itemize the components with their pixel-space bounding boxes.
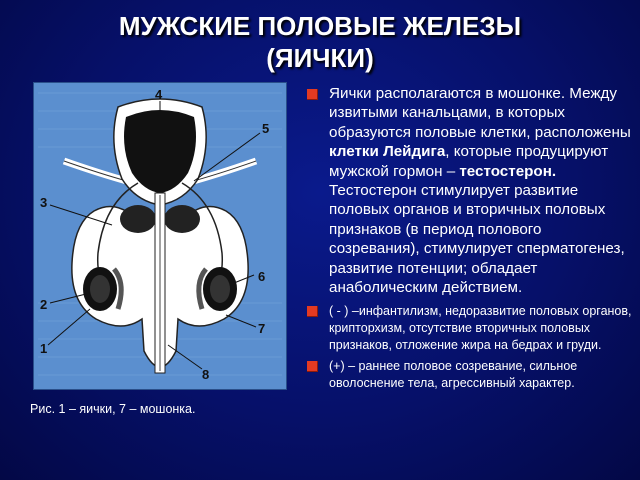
bullet-hyperfunction: [307, 358, 632, 391]
bullet-main-bold-testosterone: тестостерон.: [459, 162, 557, 180]
male-reproductive-diagram: [34, 83, 286, 389]
bullet-main: [307, 84, 632, 297]
figure-caption: Рис. 1 – яички, 7 – мошонка.: [30, 402, 196, 416]
anatomy-figure: [33, 82, 287, 390]
slide-title: [0, 10, 640, 74]
figure-label-7: 7: [258, 321, 266, 336]
figure-label-2: 2: [40, 297, 48, 312]
bullet-marker: [307, 306, 318, 317]
bullet-list: [307, 84, 632, 396]
bullet-marker: [307, 361, 318, 372]
bullet-main-bold-leydig: клетки Лейдига: [329, 143, 446, 161]
bullet-main-text-2: , которые продуцируют мужской гормон –: [329, 143, 609, 180]
bullet-main-text-3: Тестостерон стимулирует развитие половых органов и вторичных половых признаков (в период полового созревания), стимулирует сперматогенез, развитие потенции; обладает анаболическим действием.: [329, 182, 625, 297]
slide-title-line-1: МУЖСКИЕ ПОЛОВЫЕ ЖЕЛЕЗЫ: [118, 11, 522, 41]
bullet-hypofunction: [307, 303, 632, 353]
figure-label-3: 3: [40, 195, 48, 210]
bullet-main-text-1: Яички располагаются в мошонке. Между извитыми канальцами, в которых образуются половые клетки, расположены: [329, 85, 631, 141]
figure-label-5: 5: [262, 121, 270, 136]
slide-title-line-2: (ЯИЧКИ): [266, 43, 374, 73]
figure-label-6: 6: [258, 269, 266, 284]
bullet-hyperfunction-text: (+) – раннее половое созревание, сильное оволоснение тела, агрессивный характер.: [329, 359, 578, 390]
figure-label-4: 4: [155, 87, 163, 102]
figure-label-8: 8: [202, 367, 210, 382]
bullet-marker: [307, 89, 318, 100]
figure-label-1: 1: [40, 341, 48, 356]
bullet-hypofunction-text: ( - ) –инфантилизм, недоразвитие половых органов, крипторхизм, отсутствие вторичных половых признаков, отложение жира на бедрах и груди.: [329, 304, 632, 352]
